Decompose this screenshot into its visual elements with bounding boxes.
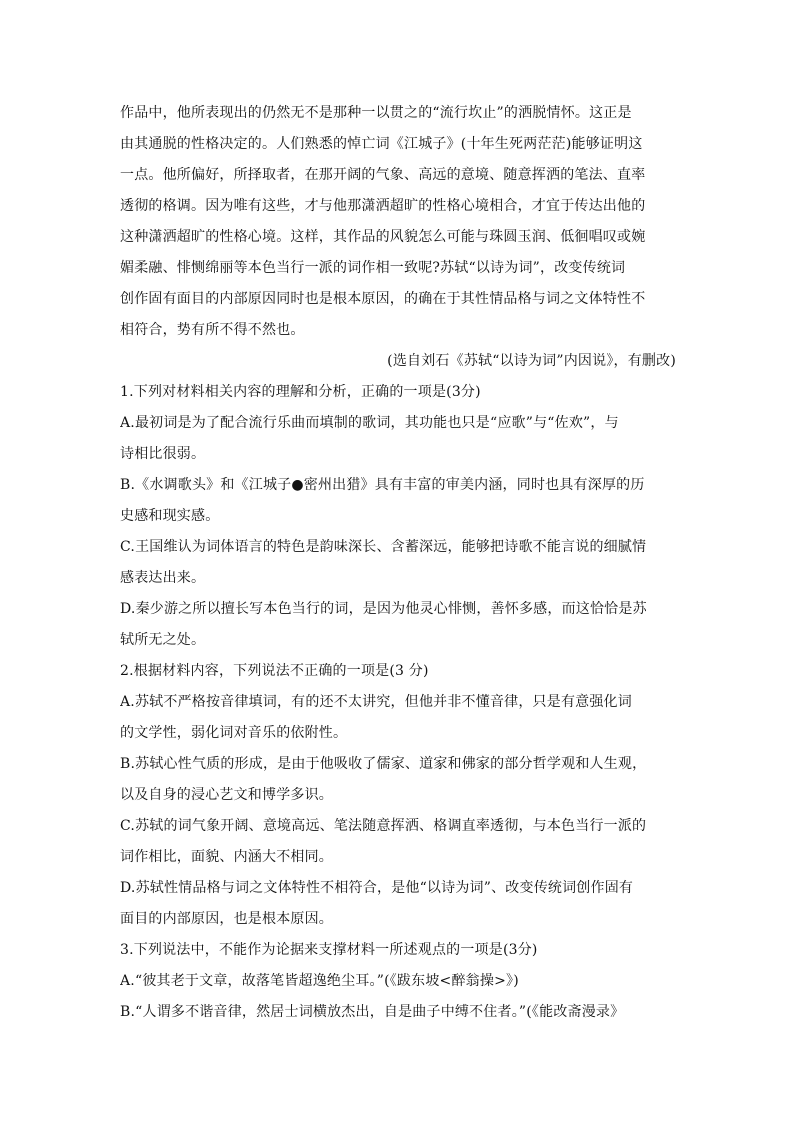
option-line: 词作相比，面貌、内涵大不相同。	[120, 849, 333, 865]
option-line: 轼所无之处。	[120, 632, 206, 648]
option-d	[120, 873, 676, 935]
option-b	[120, 997, 676, 1028]
option-line: C.王国维认为词体语言的特色是韵味深长、含蓄深远，能够把诗歌不能言说的细腻情	[120, 539, 647, 555]
option-b	[120, 749, 676, 811]
passage-line: 媚柔融、悱恻绵丽等本色当行一派的词作相一致呢?苏轼“以诗为词”，改变传统词	[120, 260, 626, 276]
option-line: D.秦少游之所以擅长写本色当行的词，是因为他灵心悱恻，善怀多感，而这恰恰是苏	[120, 601, 647, 617]
passage-line: 作品中，他所表现出的仍然无不是那种一以贯之的“流行坎止”的洒脱情怀。这正是	[120, 105, 632, 121]
document-body	[120, 98, 676, 1028]
option-line: A.“彼其老于文章，故落笔皆超逸绝尘耳。”(《跋东坡<醉翁操>》)	[120, 973, 519, 989]
option-line: 诗相比很弱。	[120, 446, 206, 462]
option-a	[120, 408, 676, 470]
option-line: B.“人谓多不谐音律，然居士词横放杰出，自是曲子中缚不住者。”(《能改斋漫录》	[120, 1004, 625, 1020]
source-citation: (选自刘石《苏轼“以诗为词”内因说》，有删改)	[387, 353, 676, 369]
option-line: C.苏轼的词气象开阔、意境高远、笔法随意挥洒、格调直率透彻，与本色当行一派的	[120, 818, 647, 834]
option-b	[120, 470, 676, 532]
passage-line: 相符合，势有所不得不然也。	[120, 322, 305, 338]
option-line: D.苏轼性情品格与词之文体特性不相符合，是他“以诗为词”、改变传统词创作固有	[120, 880, 634, 896]
option-line: 面目的内部原因，也是根本原因。	[120, 911, 333, 927]
question-stem: 3.下列说法中，不能作为论据来支撑材料一所述观点的一项是(3分)	[120, 942, 538, 958]
passage-line: 由其通脱的性格决定的。人们熟悉的悼亡词《江城子》(十年生死两茫茫)能够证明这	[120, 136, 643, 152]
option-line: 的文学性，弱化词对音乐的依附性。	[120, 725, 348, 741]
option-line: A.最初词是为了配合流行乐曲而填制的歌词，其功能也只是“应歌”与“佐欢”，与	[120, 415, 619, 431]
option-line: 以及自身的浸心艺文和博学多识。	[120, 787, 333, 803]
option-line: 史感和现实感。	[120, 508, 220, 524]
question-1	[120, 377, 676, 656]
passage-line: 创作固有面目的内部原因同时也是根本原因，的确在于其性情品格与词之文体特性不	[120, 291, 646, 307]
option-a	[120, 687, 676, 749]
question-stem: 1.下列对材料相关内容的理解和分析，正确的一项是(3分)	[120, 384, 481, 400]
question-2	[120, 656, 676, 935]
question-stem: 2.根据材料内容，下列说法不正确的一项是(3 分)	[120, 663, 429, 679]
option-a	[120, 966, 676, 997]
option-line: B.苏轼心性气质的形成，是由于他吸收了儒家、道家和佛家的部分哲学观和人生观，	[120, 756, 647, 772]
passage-line: 透彻的格调。因为唯有这些，才与他那潇洒超旷的性格心境相合，才宜于传达出他的	[120, 198, 646, 214]
option-line: A.苏轼不严格按音律填词，有的还不太讲究，但他并非不懂音律，只是有意强化词	[120, 694, 632, 710]
option-c	[120, 532, 676, 594]
option-c	[120, 811, 676, 873]
option-line: 感表达出来。	[120, 570, 206, 586]
passage-line: 这种潇洒超旷的性格心境。这样，其作品的风貌怎么可能与珠圆玉润、低徊唱叹或婉	[120, 229, 646, 245]
option-line: B.《水调歌头》和《江城子●密州出猎》具有丰富的审美内涵，同时也具有深厚的历	[120, 477, 645, 493]
option-d	[120, 594, 676, 656]
passage-line: 一点。他所偏好，所择取者，在那开阔的气象、高远的意境、随意挥洒的笔法、直率	[120, 167, 646, 183]
passage-excerpt	[120, 98, 676, 346]
question-3	[120, 935, 676, 1028]
